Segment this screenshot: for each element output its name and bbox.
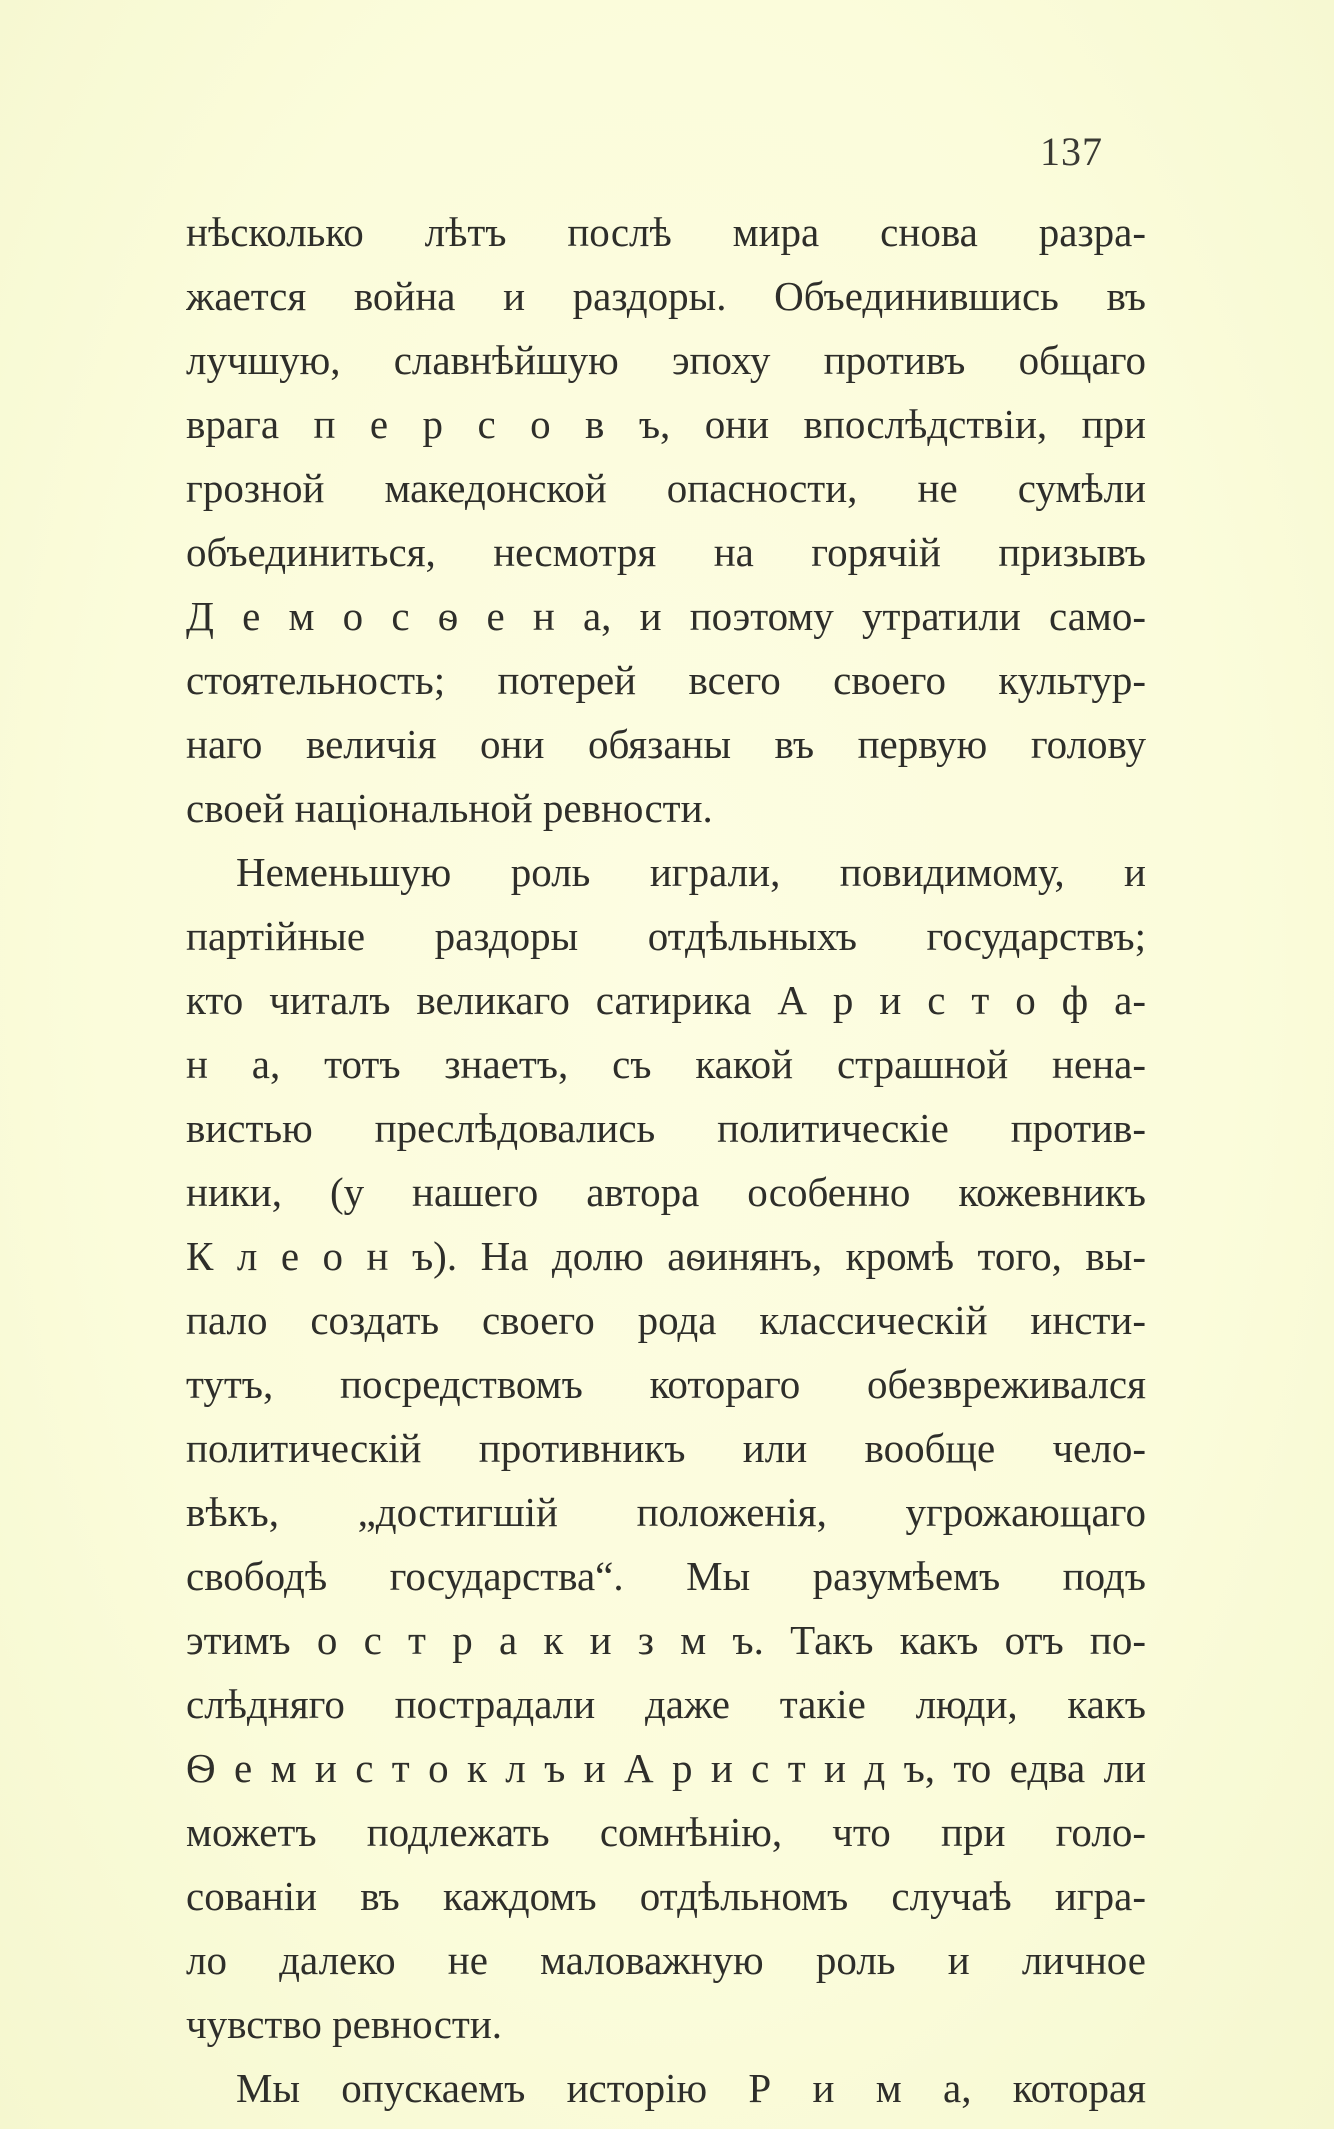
text-line: тутъ, посредствомъ котораго обезвреживался xyxy=(186,1361,1146,1407)
text-line: ло далеко не маловажную роль и личное xyxy=(186,1937,1146,1983)
text-line: сованіи въ каждомъ отдѣльномъ случаѣ игра- xyxy=(186,1873,1146,1919)
text-line: Ѳ е м и с т о к л ъ и А р и с т и д ъ, то едва ли xyxy=(186,1745,1146,1791)
text-line: можетъ подлежать сомнѣнію, что при голо- xyxy=(186,1809,1146,1855)
text-line: пало создать своего рода классическій инсти- xyxy=(186,1297,1146,1343)
text-line: грозной македонской опасности, не сумѣли xyxy=(186,465,1146,511)
text-line: Д е м о с ѳ е н а, и поэтому утратили само- xyxy=(186,593,1146,639)
text-line: н а, тотъ знаетъ, съ какой страшной нена- xyxy=(186,1041,1146,1087)
text-line: ники, (у нашего автора особенно кожевникъ xyxy=(186,1169,1146,1215)
text-line: К л е о н ъ). На долю аѳинянъ, кромѣ того, вы- xyxy=(186,1233,1146,1279)
text-line: слѣдняго пострадали даже такіе люди, какъ xyxy=(186,1681,1146,1727)
text-line: стоятельность; потерей всего своего культур- xyxy=(186,657,1146,703)
text-line: Неменьшую роль играли, повидимому, и xyxy=(236,849,1146,895)
text-line: врага п е р с о в ъ, они впослѣдствіи, при xyxy=(186,401,1146,447)
text-line: этимъ о с т р а к и з м ъ. Такъ какъ отъ по- xyxy=(186,1617,1146,1663)
text-line: партійные раздоры отдѣльныхъ государствъ; xyxy=(186,913,1146,959)
text-line: наго величія они обязаны въ первую голову xyxy=(186,721,1146,767)
page-number: 137 xyxy=(1040,129,1103,174)
text-line: лучшую, славнѣйшую эпоху противъ общаго xyxy=(186,337,1146,383)
body-text xyxy=(186,200,1146,2120)
text-line: политическій противникъ или вообще чело- xyxy=(186,1425,1146,1471)
text-line: кто читалъ великаго сатирика А р и с т о ф а- xyxy=(186,977,1146,1023)
text-line: нѣсколько лѣтъ послѣ мира снова разра- xyxy=(186,209,1146,255)
text-line: свободѣ государства“. Мы разумѣемъ подъ xyxy=(186,1553,1146,1599)
text-line: своей національной ревности. xyxy=(186,785,713,831)
text-line: Мы опускаемъ исторію Р и м а, которая xyxy=(236,2065,1146,2111)
text-line: чувство ревности. xyxy=(186,2001,503,2047)
text-line: объединиться, несмотря на горячій призывъ xyxy=(186,529,1146,575)
text-line: жается война и раздоры. Объединившись въ xyxy=(186,273,1146,319)
text-line: вѣкъ, „достигшій положенія, угрожающаго xyxy=(186,1489,1146,1535)
text-line: вистью преслѣдовались политическіе против- xyxy=(186,1105,1146,1151)
